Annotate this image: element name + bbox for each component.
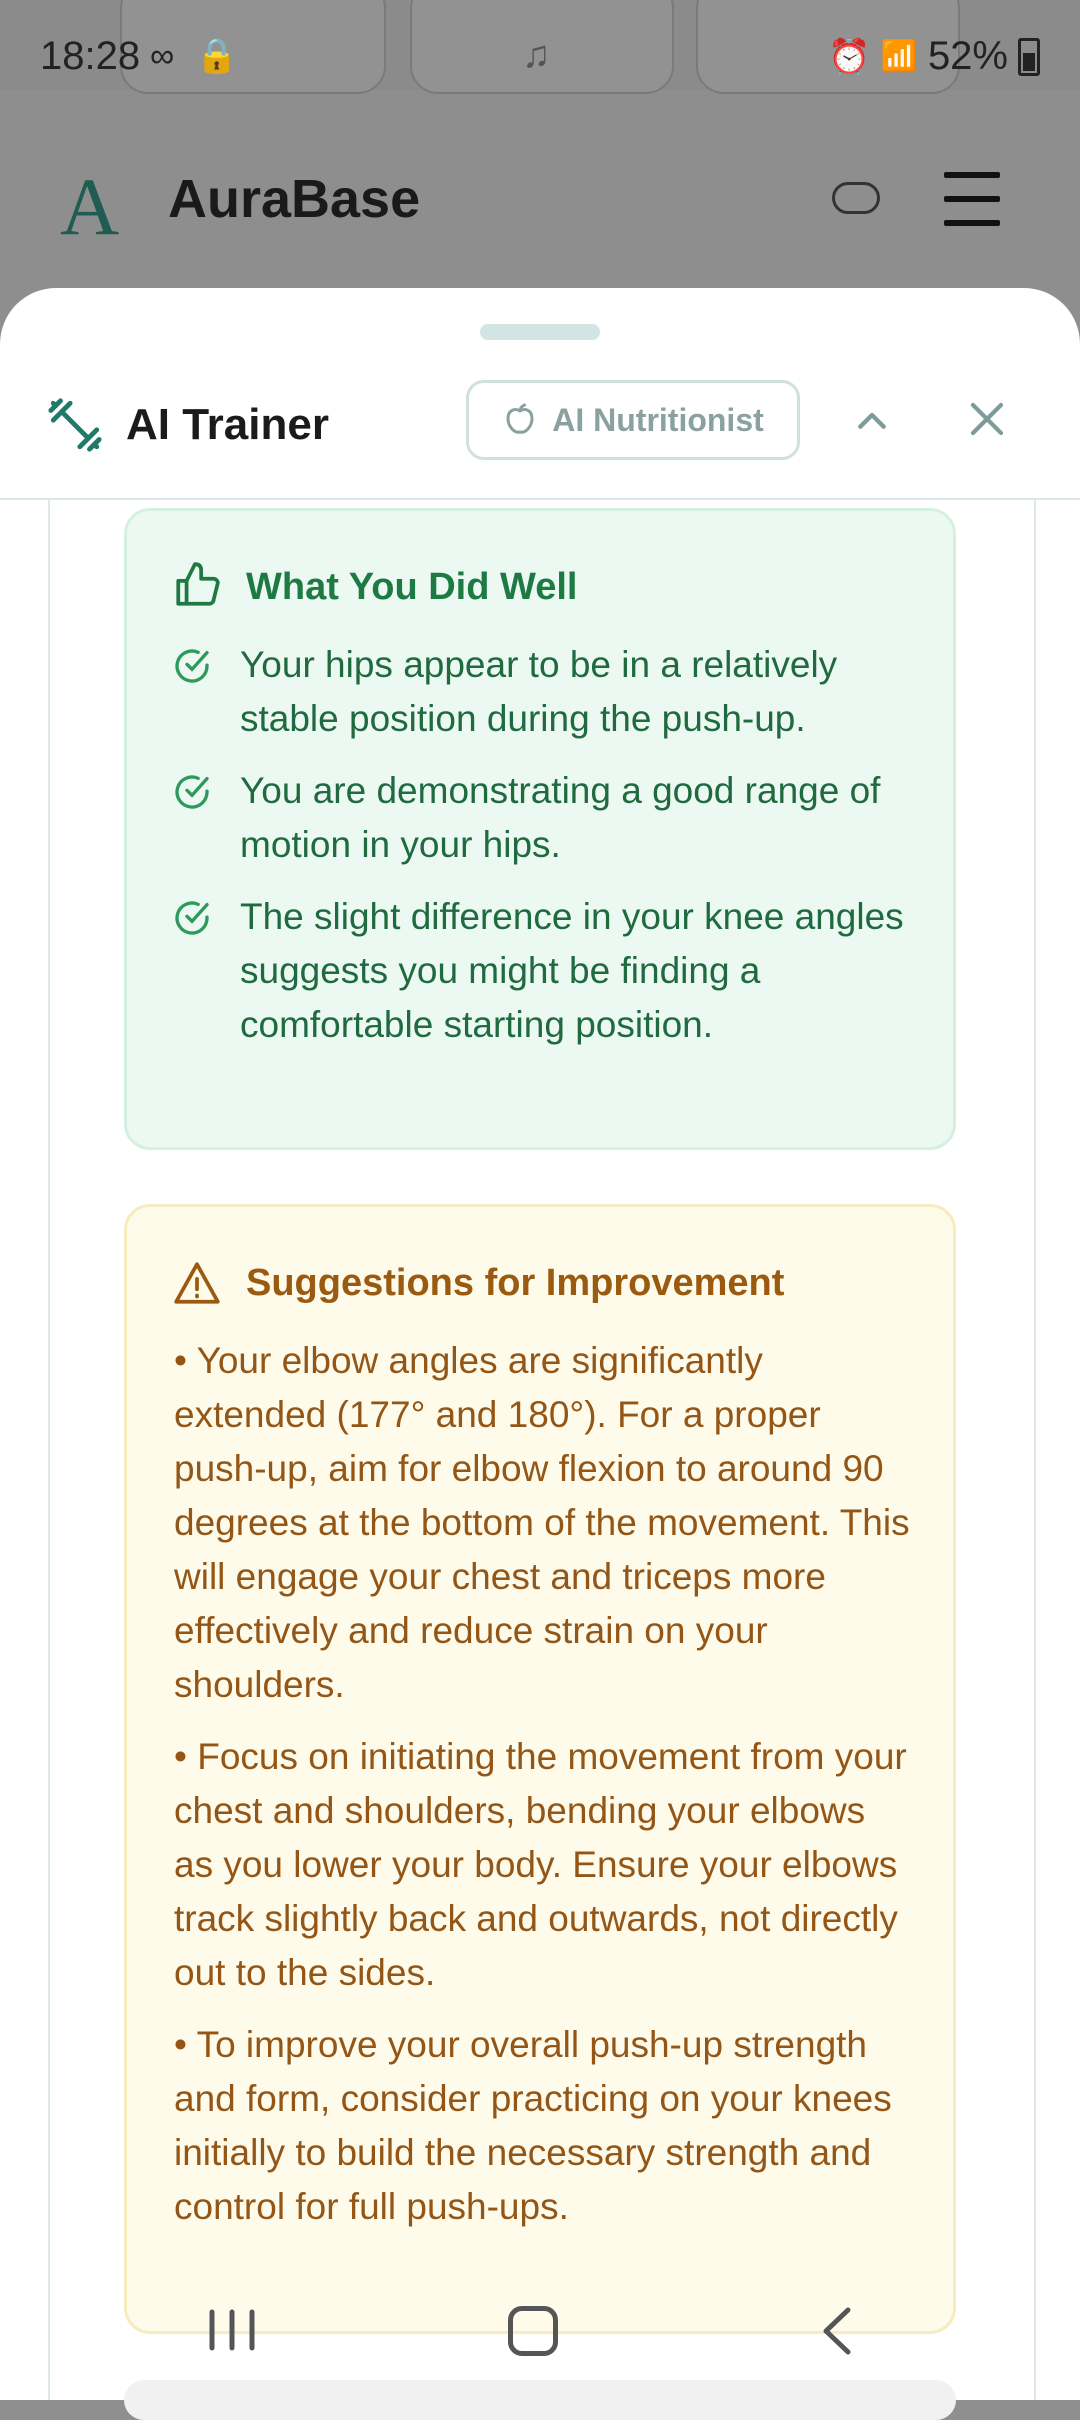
close-icon[interactable]: [966, 398, 1008, 440]
check-circle-icon: [172, 772, 212, 812]
alarm-icon: ⏰: [828, 37, 871, 76]
status-right-cluster: [828, 34, 1040, 79]
wifi-icon: 📶: [880, 40, 918, 73]
apple-icon: [502, 402, 538, 438]
improvement-item: • Your elbow angles are significantly extended (177° and 180°). For a proper push-up, aim for elbow flexion to around 90 degrees at the bottom of the movement. This will engage your chest and triceps more effectively and reduce strain on your shoulders.: [174, 1340, 910, 1705]
app-logo[interactable]: A: [60, 161, 120, 252]
chevron-up-icon[interactable]: [852, 400, 892, 440]
sheet-drag-handle[interactable]: [480, 324, 600, 340]
warning-triangle-icon: [172, 1258, 222, 1308]
ai-nutritionist-button[interactable]: [466, 380, 800, 460]
status-bar: [0, 0, 1080, 90]
cloud-icon[interactable]: [832, 182, 880, 214]
next-card-peek: [124, 2380, 956, 2420]
did-well-text: The slight difference in your knee angles suggests you might be finding a comfortable starting position.: [240, 896, 904, 1045]
hamburger-menu-icon[interactable]: [944, 172, 1000, 244]
improvement-title: Suggestions for Improvement: [246, 1262, 785, 1304]
recent-apps-icon[interactable]: [206, 2308, 258, 2352]
did-well-item: [172, 890, 932, 1106]
battery-percent: 52%: [927, 34, 1008, 78]
check-circle-icon: [172, 898, 212, 938]
improvement-item: • To improve your overall push-up strength and form, consider practicing on your knees initially to build the necessary strength and control for full push-ups.: [174, 2024, 892, 2227]
thumbs-up-icon: [172, 560, 222, 610]
ai-trainer-sheet: [0, 288, 1080, 2400]
did-well-text: You are demonstrating a good range of motion in your hips.: [240, 770, 881, 865]
did-well-title: What You Did Well: [246, 566, 578, 608]
home-button-icon[interactable]: [508, 2306, 558, 2356]
sheet-title: AI Trainer: [126, 400, 329, 449]
music-note-icon: ♫: [522, 34, 551, 76]
app-header: [0, 90, 1080, 290]
did-well-item: [172, 764, 932, 872]
did-well-text: Your hips appear to be in a relatively stable position during the push-up.: [240, 644, 838, 739]
battery-icon: [1018, 38, 1040, 76]
status-time: 18:28: [40, 34, 141, 78]
ai-nutritionist-label: AI Nutritionist: [552, 401, 764, 438]
back-chevron-icon[interactable]: [818, 2306, 858, 2356]
status-left-icons: ∞ 🔒: [150, 37, 245, 75]
check-circle-icon: [172, 646, 212, 686]
app-name[interactable]: AuraBase: [168, 169, 421, 229]
dumbbell-icon: [46, 396, 104, 454]
did-well-item: [172, 638, 932, 746]
improvement-item: • Focus on initiating the movement from your chest and shoulders, bending your elbows as you lower your body. Ensure your elbows track slightly back and outwards, not directly out to the sides.: [174, 1736, 907, 1993]
